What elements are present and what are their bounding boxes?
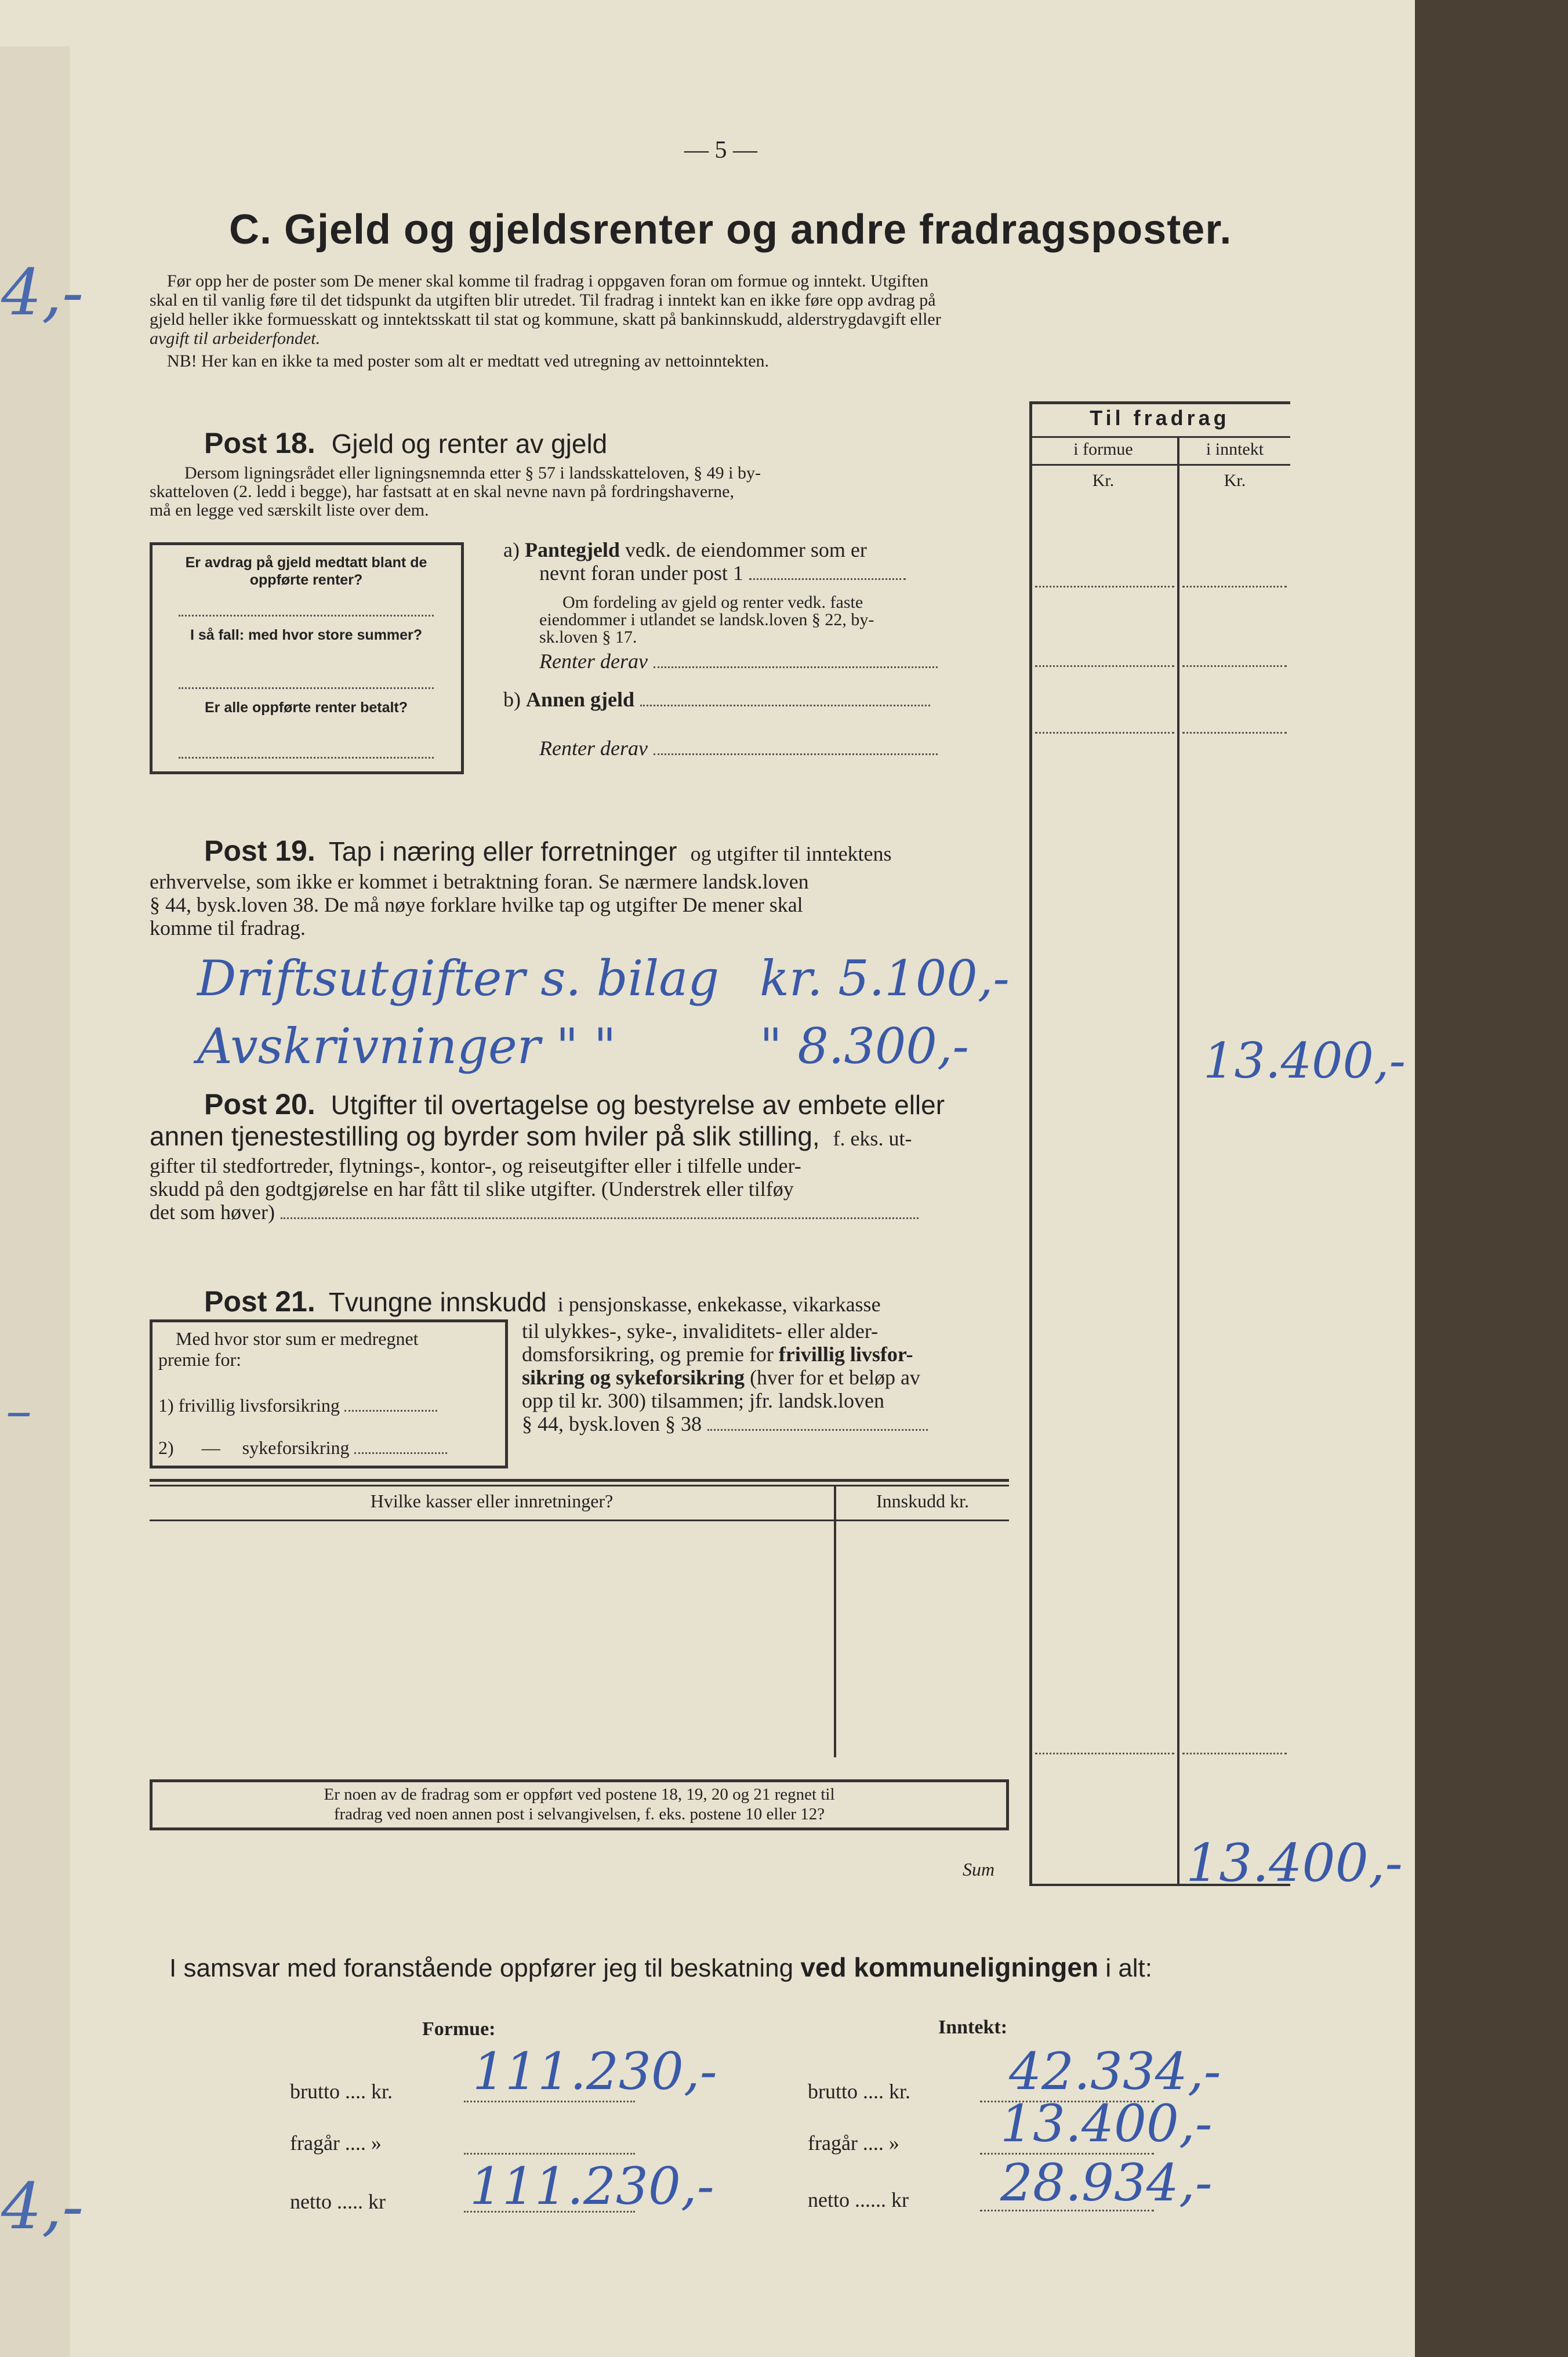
post21-box-title-line: premie for:: [158, 1349, 242, 1370]
post18-a-title: Pantegjeld: [524, 538, 620, 561]
post21-heading: [204, 1285, 1016, 1318]
post21-line: (hver for et beløp av: [750, 1366, 920, 1389]
post18-a: [503, 538, 1014, 760]
sum-label: Sum: [963, 1859, 995, 1880]
formue-fragar-label: fragår .... »: [290, 2131, 382, 2155]
post21-description: [522, 1319, 1015, 1435]
post19-title-tail: og utgifter til inntektens: [690, 842, 892, 865]
formue-netto-hw: 111.230,-: [470, 2156, 714, 2216]
post18-b-title: Annen gjeld: [526, 688, 635, 711]
post20-heading: [204, 1087, 1016, 1121]
row-label: fragår: [808, 2131, 858, 2155]
post21-box-item2: [158, 1437, 447, 1459]
post21-box-item2-dash: —: [201, 1437, 220, 1458]
formue-header: Formue:: [422, 2018, 496, 2040]
post18-b-label: b): [503, 688, 521, 711]
post18-a-note: sk.loven § 17.: [539, 628, 637, 647]
row-label: netto: [290, 2190, 332, 2213]
post21-box-title: [158, 1328, 419, 1370]
post19-title: Tap i næring eller forretninger: [328, 836, 677, 866]
post18-a-label: a): [503, 538, 520, 561]
row-prefix: kr.: [889, 2080, 911, 2103]
row-prefix: kr: [891, 2188, 909, 2211]
post19-hw-line1-text: Driftsutgifter s. bilag: [197, 950, 720, 1007]
post20-line: skudd på den godtgjørelse en har fått til slike utgifter. (Understrek eller tilføy: [150, 1177, 794, 1201]
row-label: brutto: [290, 2080, 340, 2103]
intro-line: gjeld heller ikke formuesskatt og inntektsskatt til stat og kommune, skatt på bankinnskudd, alderstrygdavgift eller: [150, 310, 941, 329]
inntekt-brutto-label: brutto .... kr.: [808, 2080, 911, 2103]
post18-desc-line: skatteloven (2. ledd i begge), har fastsatt at en skal nevne navn på fordringshaverne,: [150, 482, 734, 501]
post18-desc-line: Dersom ligningsrådet eller ligningsnemnda etter § 57 i landsskatteloven, § 49 i by-: [184, 463, 761, 483]
post18-b-renter: Renter derav: [539, 737, 648, 760]
post21-bold1: frivillig livsfor-: [778, 1343, 913, 1366]
inntekt-fragar-hw: 13.400,-: [1000, 2094, 1213, 2153]
post18-heading: [204, 426, 607, 460]
post21-title: Tvungne innskudd: [328, 1287, 547, 1317]
post18-question-box: [150, 542, 464, 774]
summary-text-pre: I samsvar med foranstående oppfører jeg til beskatning: [169, 1954, 794, 1982]
post20-description: [150, 1154, 1014, 1224]
post21-box-item2-num: 2): [158, 1437, 174, 1458]
post19-line: erhvervelse, som ikke er kommet i betraktning foran. Se nærmere landsk.loven: [150, 870, 809, 893]
row-prefix: »: [888, 2131, 899, 2155]
section-intro: [150, 271, 1304, 371]
post18-q1: Er avdrag på gjeld medtatt blant de oppførte renter?: [185, 554, 427, 588]
post19-line: komme til fradrag.: [150, 916, 306, 940]
row-label: fragår: [290, 2131, 340, 2155]
intro-line: avgift til arbeiderfondet.: [150, 329, 321, 348]
post21-premium-box: [150, 1319, 508, 1468]
left-page-edge: [0, 46, 70, 2357]
formue-brutto-label: brutto .... kr.: [290, 2080, 393, 2103]
post18-a-text: vedk. de eiendommer som er: [625, 538, 867, 561]
post21-box-item1: [158, 1395, 437, 1416]
post18-title: Gjeld og renter av gjeld: [331, 429, 608, 459]
post21-line: sikring og: [522, 1366, 611, 1389]
post21-box-item2-label: sykeforsikring: [242, 1437, 350, 1458]
formue-netto-label: netto ..... kr: [290, 2190, 386, 2213]
intro-nb: NB! Her kan en ikke ta med poster som alt er medtatt ved utregning av nettoinntekten.: [167, 351, 770, 371]
post18-a-note: eiendommer i utlandet se landsk.loven § 22, by-: [539, 610, 874, 629]
row-label: netto: [808, 2188, 850, 2211]
question-line: fradrag ved noen annen post i selvangivelsen, f. eks. postene 10 eller 12?: [333, 1805, 825, 1823]
post19-hw-line2-text: Avskrivninger " ": [197, 1018, 616, 1075]
margin-mark-middle: –: [6, 1380, 32, 1441]
table-header: Til fradrag: [1090, 406, 1230, 430]
post20-title: Utgifter til overtagelse og bestyrelse av embete eller: [331, 1090, 945, 1120]
post21-bold2: sykeforsikring: [616, 1366, 745, 1389]
col-formue-header: i formue: [1073, 440, 1133, 459]
question-box: [150, 1779, 1009, 1830]
inntekt-fragar-label: fragår .... »: [808, 2131, 899, 2155]
deduction-table: [1029, 401, 1290, 1886]
post21-table-col2: Innskudd kr.: [876, 1491, 969, 1511]
summary-text-post: i alt:: [1105, 1954, 1153, 1982]
sum-hw-value: 13.400,-: [1186, 1833, 1403, 1894]
summary-statement: [169, 1952, 1329, 1983]
post19-heading: [204, 834, 1016, 868]
post21-line: domsforsikring, og premie for: [522, 1343, 774, 1366]
post20-number: Post 20.: [204, 1088, 315, 1121]
post21-table: [150, 1479, 1009, 1757]
row-prefix: »: [371, 2131, 382, 2155]
post21-line: til ulykkes-, syke-, invaliditets- eller alder-: [522, 1319, 879, 1343]
post21-table-col1: Hvilke kasser eller innretninger?: [370, 1491, 614, 1511]
col-inntekt-header: i inntekt: [1206, 440, 1264, 459]
post19-hw-total: 13.400,-: [1203, 1032, 1406, 1089]
inntekt-header: Inntekt:: [938, 2017, 1008, 2038]
post18-desc-line: må en legge ved særskilt liste over dem.: [150, 501, 429, 520]
post21-box-item1-label: 1) frivillig livsforsikring: [158, 1395, 340, 1416]
col-formue-unit: Kr.: [1092, 471, 1115, 490]
post18-q2: I så fall: med hvor store summer?: [190, 627, 423, 643]
post18-a-text2: nevnt foran under post 1: [539, 561, 743, 585]
margin-mark-bottom: 4,-: [1, 2169, 84, 2243]
inntekt-netto-hw: 28.934,-: [1000, 2153, 1213, 2213]
section-title: C. Gjeld og gjeldsrenter og andre fradragsposter.: [229, 206, 1232, 253]
formue-brutto-hw: 111.230,-: [473, 2041, 717, 2101]
row-prefix: kr.: [371, 2080, 393, 2103]
margin-mark-top: 4,-: [1, 255, 84, 329]
post19-hw-line1-amount: kr. 5.100,-: [760, 950, 1010, 1007]
post21-line: opp til kr. 300) tilsammen; jfr. landsk.loven: [522, 1389, 884, 1412]
post21-title-tail: i pensjonskasse, enkekasse, vikarkasse: [557, 1293, 881, 1316]
post21-box-title-line: Med hvor stor sum er medregnet: [176, 1328, 419, 1349]
post19-hw-line2-amount: " 8.300,-: [760, 1018, 969, 1075]
post18-a-renter: Renter derav: [539, 650, 648, 673]
intro-line: Før opp her de poster som De mener skal komme til fradrag i oppgaven foran om formue og inntekt. Utgiften: [167, 271, 928, 291]
question-line: Er noen av de fradrag som er oppført ved postene 18, 19, 20 og 21 regnet til: [324, 1785, 835, 1804]
post19-number: Post 19.: [204, 835, 315, 867]
post18-q3: Er alle oppførte renter betalt?: [204, 699, 408, 716]
post19-description: [150, 870, 1014, 940]
row-prefix: kr: [368, 2190, 386, 2213]
post18-number: Post 18.: [204, 427, 315, 459]
post18-a-note: Om fordeling av gjeld og renter vedk. faste: [562, 593, 863, 612]
col-inntekt-unit: Kr.: [1224, 471, 1246, 490]
intro-line: skal en til vanlig føre til det tidspunkt da utgiften blir utredet. Til fradrag i inntekt kan en ikke føre opp avdrag på: [150, 291, 936, 310]
inntekt-brutto-hw: 42.334,-: [1009, 2041, 1221, 2101]
inntekt-netto-label: netto ...... kr: [808, 2188, 909, 2211]
question-box-text: [153, 1785, 1006, 1824]
post20-line: det som høver): [150, 1201, 275, 1224]
post20-line2: [150, 1121, 1019, 1152]
summary-text-bold: ved kommuneligningen: [800, 1952, 1099, 1982]
page-number: — 5 —: [684, 137, 757, 164]
post20-line2-tail: f. eks. ut-: [833, 1127, 912, 1150]
row-label: brutto: [808, 2080, 858, 2103]
post21-number: Post 21.: [204, 1285, 315, 1318]
post18-description: [150, 464, 1008, 520]
post19-line: § 44, bysk.loven 38. De må nøye forklare hvilke tap og utgifter De mener skal: [150, 893, 803, 916]
post20-line2-text: annen tjenestestilling og byrder som hviler på slik stilling,: [150, 1121, 820, 1151]
post20-line: gifter til stedfortreder, flytnings-, kontor-, og reiseutgifter eller i tilfelle under-: [150, 1154, 801, 1177]
post21-line: § 44, bysk.loven § 38: [522, 1412, 702, 1435]
